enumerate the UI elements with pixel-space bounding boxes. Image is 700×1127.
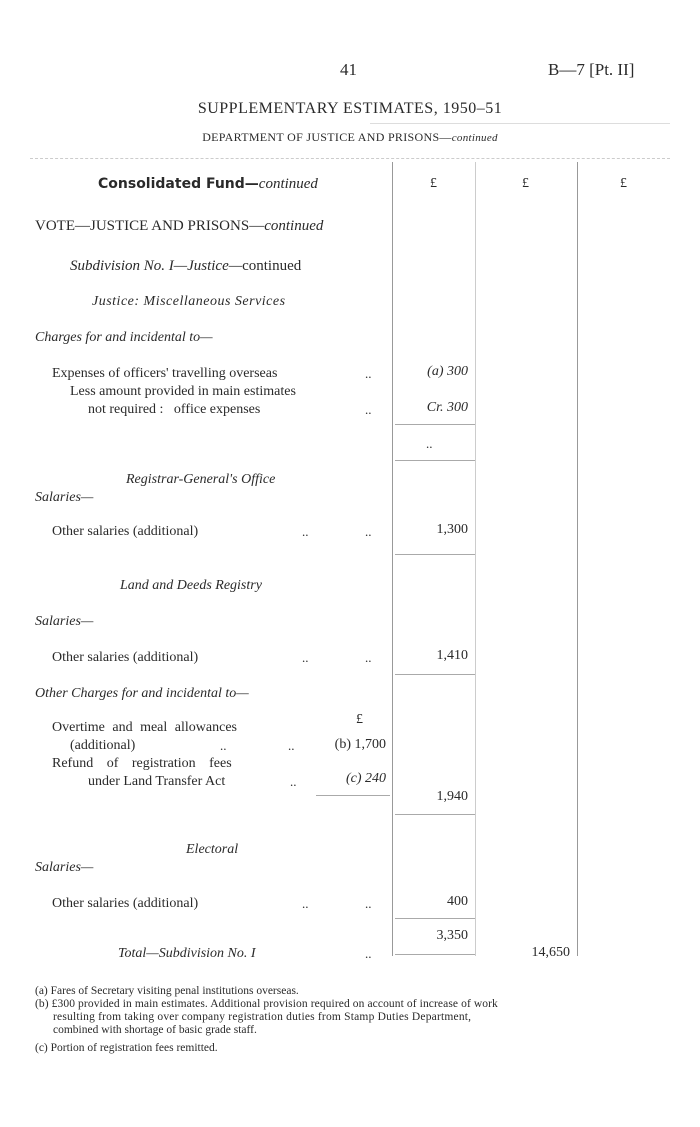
electoral-dots-b: .. [365, 896, 372, 911]
electoral-amount: 400 [447, 894, 468, 909]
refund-dots: .. [290, 774, 297, 789]
registrar-heading: Registrar-General's Office [126, 472, 276, 487]
salaries-heading-3: Salaries— [35, 860, 94, 875]
less-line-1: Less amount provided in main estimates [70, 384, 296, 399]
page-title: SUPPLEMENTARY ESTIMATES, 1950–51 [197, 100, 503, 117]
registrar-salaries-line: Other salaries (additional) [52, 524, 199, 539]
overtime-dots-a: .. [220, 738, 227, 753]
footnote-a: (a) Fares of Secretary visiting penal institutions overseas. [35, 985, 299, 997]
electoral-heading: Electoral [186, 842, 239, 857]
other-charges-inner-rule [316, 795, 390, 796]
registrar-dots-b: .. [365, 524, 372, 539]
overtime-amount: (b) 1,700 [334, 737, 386, 752]
land-dots-b: .. [365, 650, 372, 665]
overtime-dots-b: .. [288, 738, 295, 753]
land-amount: 1,410 [436, 648, 468, 663]
subdivision-heading: Subdivision No. I—Justice—continued [70, 258, 302, 274]
land-salaries-line: Other salaries (additional) [52, 650, 199, 665]
vote-heading: VOTE—JUSTICE AND PRISONS—continued [35, 218, 324, 234]
currency-col-2: £ [522, 176, 529, 191]
inner-currency-symbol: £ [356, 712, 363, 727]
travel-net-rule [395, 460, 475, 461]
travel-line: Expenses of officers' travelling overseas [52, 366, 278, 381]
header-rule [30, 158, 670, 159]
travel-dots: .. [365, 366, 372, 381]
overtime-line-2: (additional) [70, 738, 136, 753]
column-rule-1 [392, 162, 393, 956]
page-number: 41 [340, 60, 357, 79]
column-rule-3 [577, 162, 578, 956]
refund-amount: (c) 240 [345, 771, 386, 786]
registrar-amount: 1,300 [436, 522, 468, 537]
refund-line-2: under Land Transfer Act [88, 774, 226, 789]
travel-subtotal-rule [395, 424, 475, 425]
subdivision-total: 14,650 [531, 945, 570, 960]
fund-heading: Consolidated Fund—continued [98, 176, 318, 192]
footnote-b-line-2: resulting from taking over company registration duties from Stamp Duties Department, [53, 1011, 472, 1023]
land-rule [395, 674, 475, 675]
registrar-dots-a: .. [302, 524, 309, 539]
land-heading: Land and Deeds Registry [120, 578, 262, 593]
currency-col-3: £ [620, 176, 627, 191]
less-amount: Cr. 300 [426, 400, 468, 415]
column-rule-2 [475, 162, 476, 956]
other-charges-rule [395, 814, 475, 815]
other-charges-heading: Other Charges for and incidental to— [35, 686, 249, 701]
page-reference: B—7 [Pt. II] [548, 60, 635, 79]
overtime-line-1: Overtime and meal allowances [52, 720, 237, 735]
salaries-heading-2: Salaries— [35, 614, 94, 629]
department-heading: DEPARTMENT OF JUSTICE AND PRISONS—continued [202, 130, 498, 144]
net-amount: .. [426, 436, 433, 451]
refund-line-1: Refund of registration fees [52, 756, 232, 771]
charges-heading: Charges for and incidental to— [35, 330, 213, 345]
footnote-b-line-3: combined with shortage of basic grade staff. [53, 1024, 257, 1036]
title-rule [370, 123, 670, 124]
subdivision-subtotal: 3,350 [436, 928, 468, 943]
registrar-rule [395, 554, 475, 555]
other-charges-total: 1,940 [436, 789, 468, 804]
electoral-salaries-line: Other salaries (additional) [52, 896, 199, 911]
land-dots-a: .. [302, 650, 309, 665]
salaries-heading-1: Salaries— [35, 490, 94, 505]
footnote-b-line-1: (b) £300 provided in main estimates. Additional provision required on account of increase of work [35, 998, 498, 1010]
total-label: Total—Subdivision No. I [118, 946, 256, 961]
travel-amount: (a) 300 [427, 364, 468, 379]
misc-services-heading: Justice: Miscellaneous Services [92, 294, 286, 309]
less-dots: .. [365, 402, 372, 417]
total-dots: .. [365, 946, 372, 961]
electoral-dots-a: .. [302, 896, 309, 911]
currency-col-1: £ [430, 176, 437, 191]
footnote-c: (c) Portion of registration fees remitted. [35, 1042, 218, 1054]
electoral-rule [395, 918, 475, 919]
subtotal-rule [395, 954, 475, 955]
less-line-2: not required : office expenses [88, 402, 261, 417]
